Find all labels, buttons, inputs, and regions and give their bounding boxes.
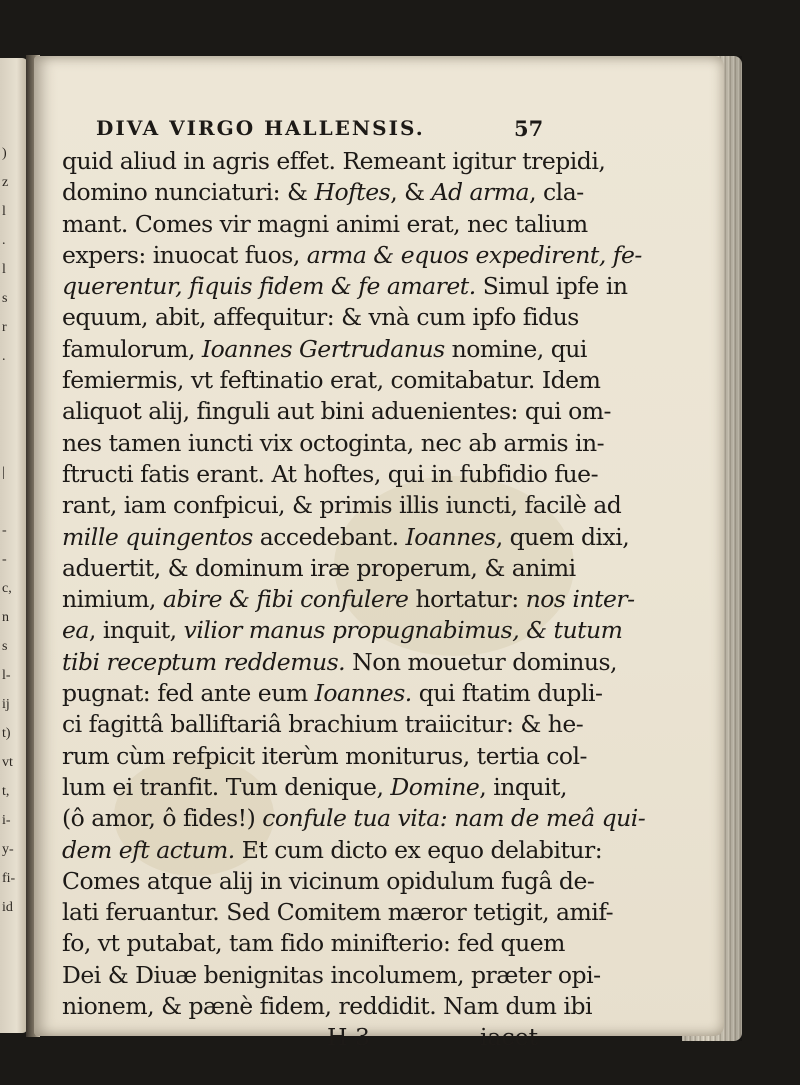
left-page-fragment: t,	[2, 784, 10, 799]
roman-text: Et cum dicto ex equo delabitur:	[234, 835, 603, 864]
text-line	[62, 991, 682, 1022]
roman-text: hortatur:	[408, 585, 526, 614]
italic-text: Ioannes Gertrudanus	[201, 334, 445, 363]
italic-text: tibi receptum reddemus.	[62, 647, 346, 676]
text-line	[62, 396, 682, 427]
page-footer	[62, 1022, 682, 1053]
roman-text: lum ei tranfit. Tum denique,	[62, 772, 391, 801]
text-line	[62, 490, 682, 521]
roman-text: , quem dixi,	[495, 522, 630, 551]
text-line	[62, 522, 682, 553]
roman-text: , inquit,	[88, 616, 184, 645]
page-number: 57	[514, 116, 544, 141]
roman-text: nimium,	[62, 585, 163, 614]
left-page-fragment: -	[2, 552, 7, 567]
italic-text: Hoftes	[314, 178, 391, 207]
left-page-fragment: ij	[2, 697, 10, 712]
text-line	[62, 866, 682, 897]
left-page-fragment: n	[2, 610, 9, 625]
catchword: iacet	[480, 1023, 539, 1052]
text-line	[62, 678, 682, 709]
text-line	[62, 772, 682, 803]
left-page-fragment: id	[2, 900, 13, 915]
italic-text: mille quingentos	[62, 522, 253, 551]
italic-text: dem eft actum.	[62, 835, 235, 864]
roman-text: aduertit, & dominum iræ properum, & animi	[62, 553, 576, 582]
italic-text: confule tua vita: nam de meâ qui-	[262, 804, 646, 833]
signature-mark: H 3	[327, 1023, 370, 1052]
left-page-fragment: fi-	[2, 871, 16, 886]
roman-text: fo, vt putabat, tam fido minifterio: fed quem	[62, 929, 565, 958]
text-line	[62, 146, 682, 177]
running-head: DIVA VIRGO HALLENSIS.	[96, 116, 425, 140]
italic-text: querentur, fiquis fidem & fe amaret.	[62, 272, 476, 301]
text-line	[62, 553, 682, 584]
roman-text: famulorum,	[62, 334, 202, 363]
text-line	[62, 302, 682, 333]
roman-text: Simul ipfe in	[475, 272, 628, 301]
roman-text: , inquit,	[479, 772, 567, 801]
roman-text: equum, abit, affequitur: & vnà cum ipfo fidus	[62, 303, 579, 332]
roman-text: nionem, & pænè fidem, reddidit. Nam dum ibi	[62, 992, 593, 1021]
page-header	[62, 112, 682, 146]
roman-text: ci fagittâ balliftariâ brachium traiicitur: & he-	[62, 710, 584, 739]
italic-text: ea	[62, 616, 89, 645]
left-page-fragment: y-	[2, 842, 14, 857]
text-line	[62, 209, 682, 240]
text-line	[62, 835, 682, 866]
text-line	[62, 334, 682, 365]
roman-text: femiermis, vt feftinatio erat, comitabatur. Idem	[62, 366, 601, 395]
left-page-fragment: |	[2, 465, 5, 480]
left-page-fragment: s	[2, 639, 8, 654]
text-line	[62, 459, 682, 490]
left-page-fragment: vt	[2, 755, 13, 770]
roman-text: aliquot alij, finguli aut bini aduenientes: qui om-	[62, 397, 611, 426]
roman-text: lati feruantur. Sed Comitem mæror tetigit, amif-	[62, 898, 614, 927]
roman-text: quid aliud in agris effet. Remeant igitur trepidi,	[62, 147, 606, 175]
roman-text: Dei & Diuæ benignitas incolumem, præter opi-	[62, 960, 601, 989]
left-page-fragment: .	[2, 233, 6, 248]
left-page-fragment: i-	[2, 813, 11, 828]
text-line	[62, 177, 682, 208]
roman-text: ftructi fatis erant. At hoftes, qui in fubfidio fue-	[62, 459, 599, 488]
roman-text: expers: inuocat fuos,	[62, 240, 307, 269]
roman-text: (ô amor, ô fides!)	[62, 804, 263, 833]
text-line	[62, 428, 682, 459]
roman-text: , cla-	[529, 178, 584, 207]
roman-text: domino nunciaturi: &	[62, 178, 315, 207]
italic-text: Ioannes.	[314, 679, 412, 708]
roman-text: accedebant.	[252, 522, 406, 551]
text-line	[62, 803, 682, 834]
left-page-fragment: r	[2, 320, 7, 335]
text-line	[62, 709, 682, 740]
text-line	[62, 741, 682, 772]
text-block	[62, 112, 682, 1053]
italic-text: vilior manus propugnabimus, & tutum	[183, 616, 623, 645]
italic-text: Domine	[390, 772, 480, 801]
left-page-fragment: c,	[2, 581, 12, 596]
left-page-fragment: l	[2, 204, 6, 219]
left-page-fragment: z	[2, 175, 9, 190]
roman-text: rant, iam confpicui, & primis illis iuncti, facilè ad	[62, 491, 622, 520]
roman-text: Comes atque alij in vicinum opidulum fugâ de-	[62, 866, 595, 895]
left-page-fragment: s	[2, 291, 8, 306]
roman-text: mant. Comes vir magni animi erat, nec talium	[62, 209, 588, 238]
text-line	[62, 615, 682, 646]
left-page-fragment: t)	[2, 726, 11, 741]
roman-text: rum cùm refpicit iterùm moniturus, tertia col-	[62, 741, 587, 770]
roman-text: , &	[390, 178, 432, 207]
italic-text: Ad arma	[431, 178, 530, 207]
text-line	[62, 584, 682, 615]
text-line	[62, 240, 682, 271]
left-page-strip	[0, 58, 28, 1033]
text-line	[62, 897, 682, 928]
italic-text: Ioannes	[405, 522, 496, 551]
roman-text: nomine, qui	[444, 334, 587, 363]
text-line	[62, 271, 682, 302]
roman-text: nes tamen iuncti vix octoginta, nec ab armis in-	[62, 428, 605, 457]
italic-text: nos inter-	[525, 585, 635, 614]
text-line	[62, 960, 682, 991]
roman-text: Non mouetur dominus,	[345, 647, 618, 676]
left-page-fragment: )	[2, 146, 7, 161]
text-line	[62, 647, 682, 678]
left-page-fragment: l	[2, 262, 6, 277]
left-page-fragment: l-	[2, 668, 11, 683]
text-line	[62, 928, 682, 959]
roman-text: qui ftatim dupli-	[411, 679, 603, 708]
italic-text: arma & equos expedirent, fe-	[306, 240, 642, 269]
body-text	[62, 146, 682, 1022]
italic-text: abire & fibi confulere	[162, 585, 409, 614]
left-page-fragment: .	[2, 349, 6, 364]
text-line	[62, 365, 682, 396]
left-page-fragment: -	[2, 523, 7, 538]
roman-text: pugnat: fed ante eum	[62, 679, 315, 708]
